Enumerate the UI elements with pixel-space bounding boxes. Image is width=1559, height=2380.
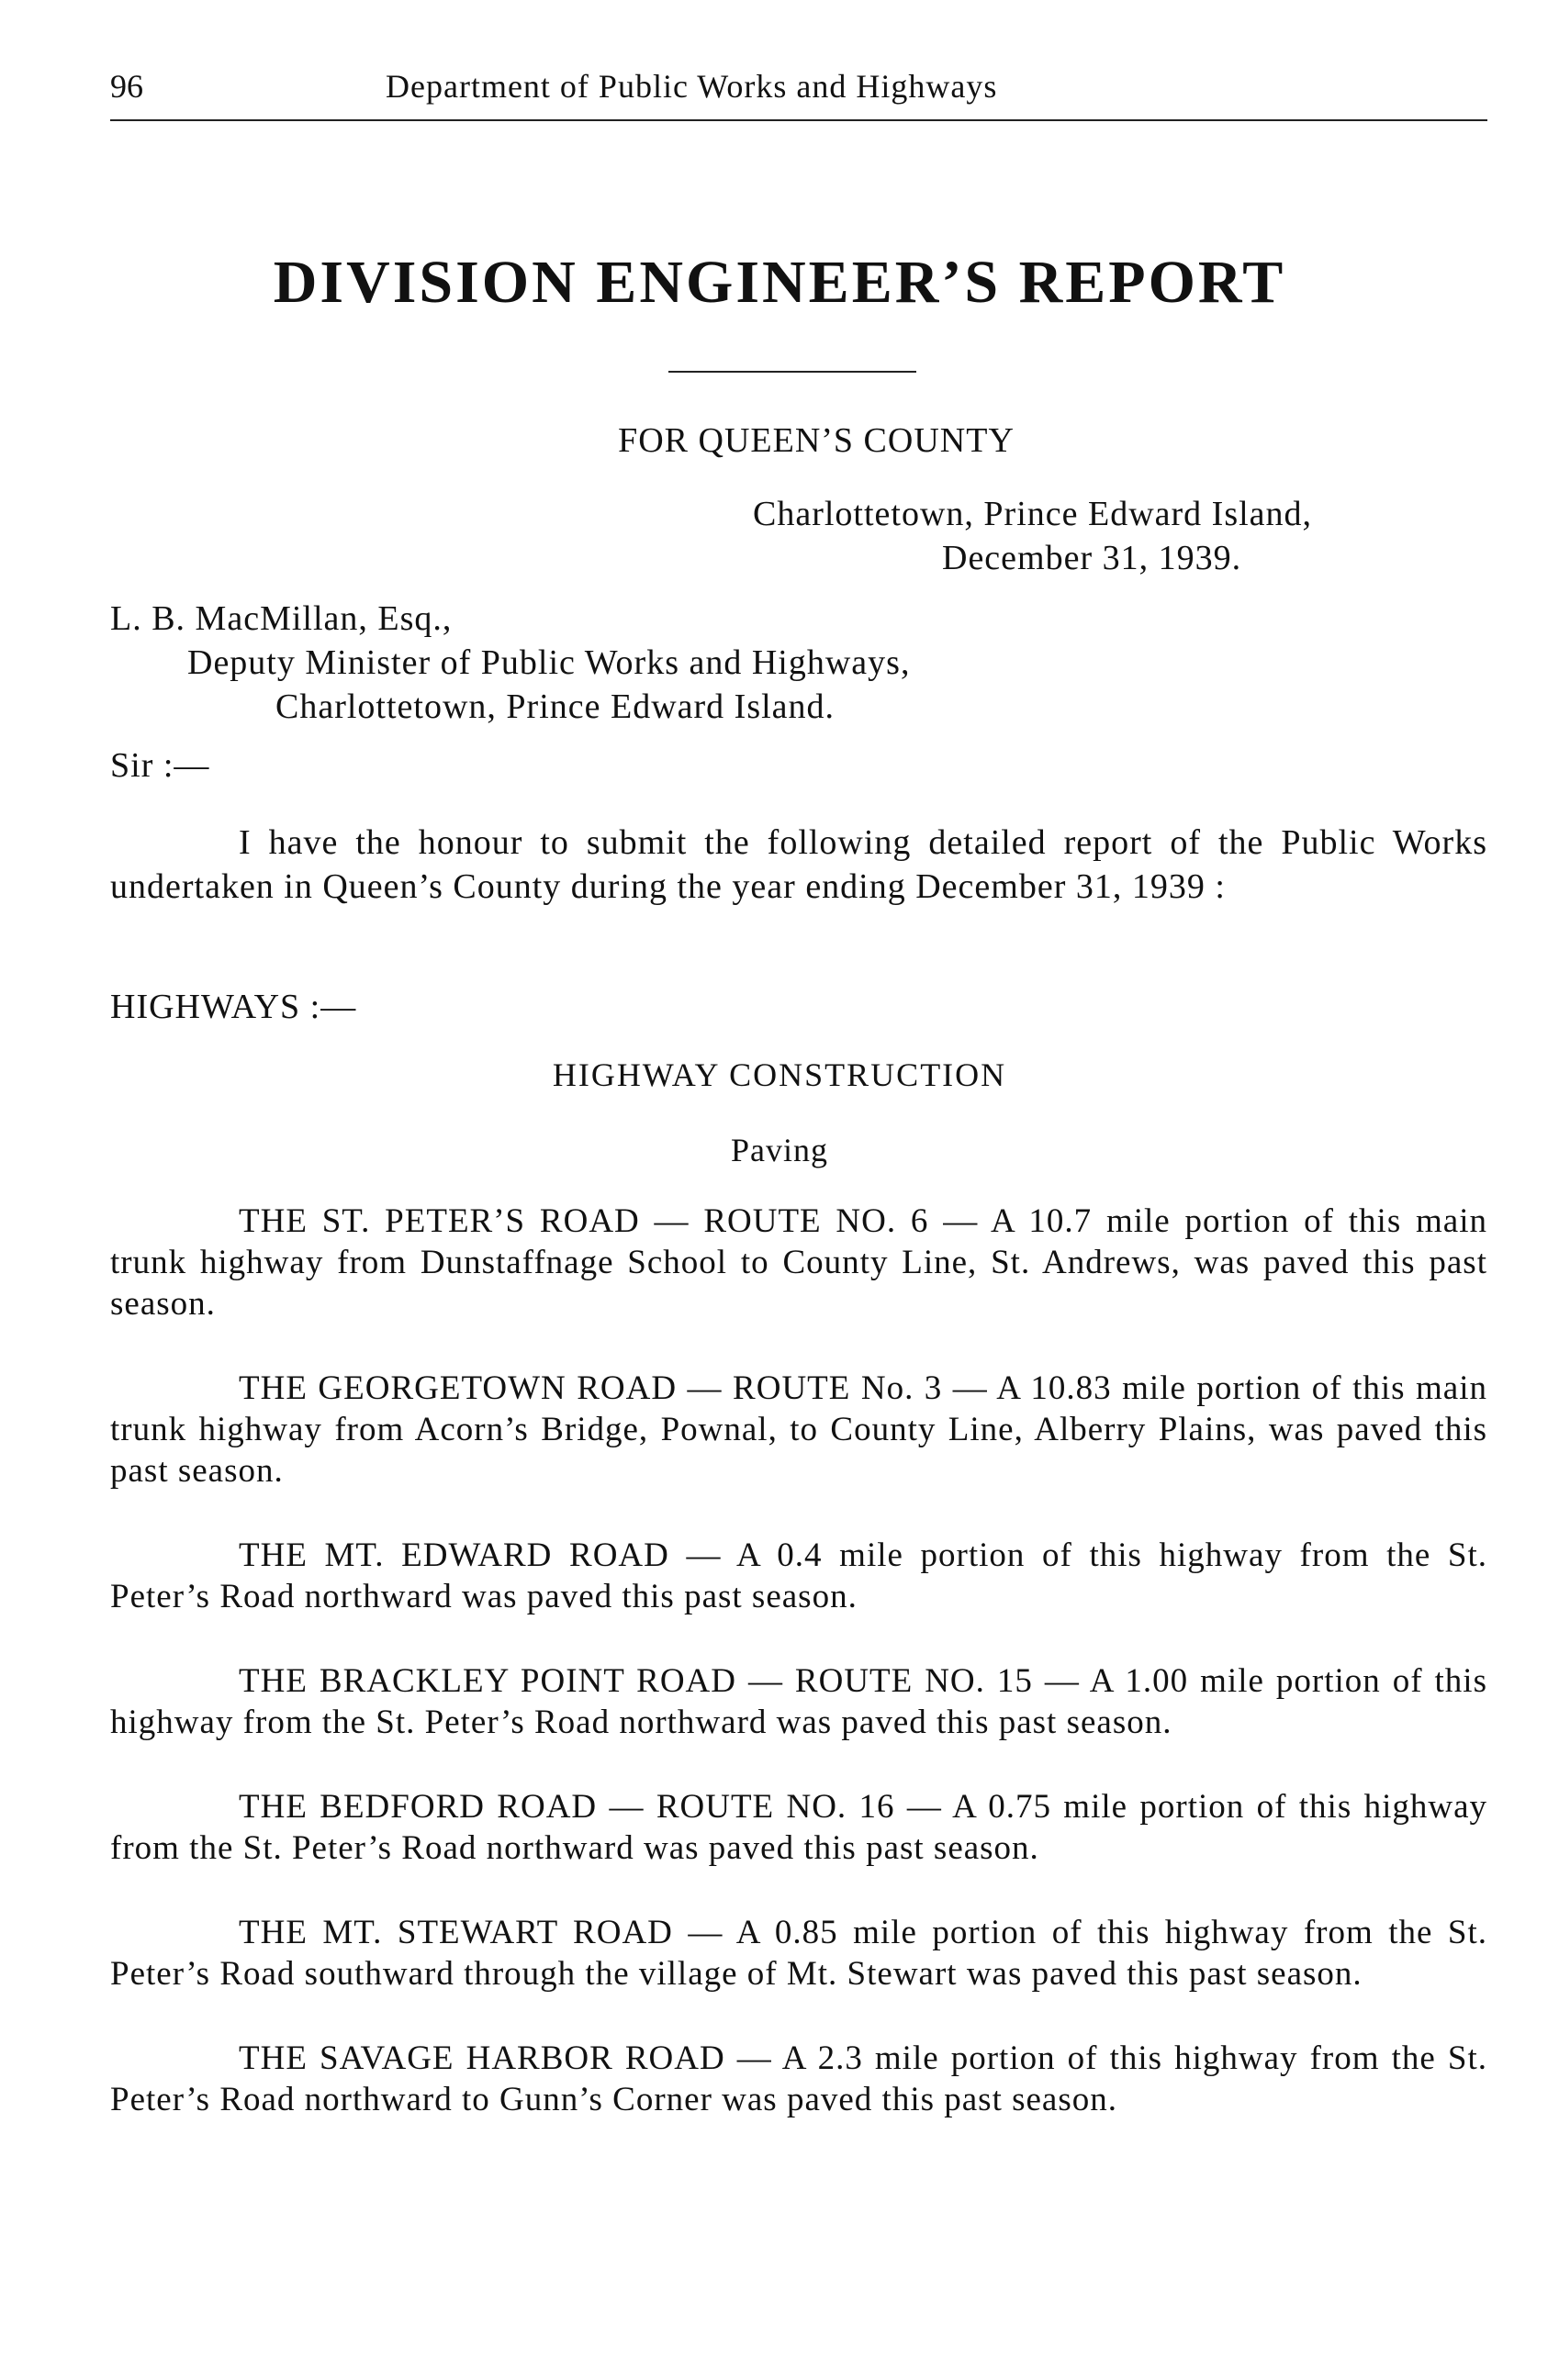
running-title: Department of Public Works and Highways [386, 68, 998, 105]
report-title: DIVISION ENGINEER’S REPORT [273, 249, 1286, 316]
section-heading: HIGHWAYS :— [110, 988, 357, 1026]
subsection-subheading: Paving [730, 1132, 828, 1168]
paving-entry: THE GEORGETOWN ROAD — ROUTE No. 3 — A 10.83 mile portion of this main trunk highway from Acorn’s Bridge, Pownal, to County Line, Alberry Plains, was paved this past season. [110, 1369, 1487, 1490]
addressee-location: Charlottetown, Prince Edward Island. [275, 687, 836, 726]
paving-entry: THE MT. EDWARD ROAD — A 0.4 mile portion of this highway from the St. Peter’s Road northward was paved this past season. [110, 1536, 1487, 1615]
salutation: Sir :— [110, 746, 210, 785]
paving-entry: THE MT. STEWART ROAD — A 0.85 mile portion of this highway from the St. Peter’s Road southward through the village of Mt. Stewart was paved this past season. [110, 1914, 1487, 1993]
subsection-heading: HIGHWAY CONSTRUCTION [552, 1056, 1007, 1093]
intro-paragraph: I have the honour to submit the following detailed report of the Public Works undertaken in Queen’s County during the year ending December 31, 1939 : [110, 823, 1487, 906]
paving-entries [110, 1201, 1487, 2163]
paving-entry: THE BRACKLEY POINT ROAD — ROUTE NO. 15 — A 1.00 mile portion of this highway from the St. Peter’s Road northward was paved this past season. [110, 1662, 1487, 1741]
addressee-title: Deputy Minister of Public Works and Highways, [187, 643, 911, 682]
report-subtitle: FOR QUEEN’S COUNTY [618, 421, 1015, 460]
header-rule [110, 119, 1487, 121]
dateline-place: Charlottetown, Prince Edward Island, [753, 495, 1313, 533]
paving-entry: THE BEDFORD ROAD — ROUTE NO. 16 — A 0.75 mile portion of this highway from the St. Peter’s Road northward was paved this past season. [110, 1788, 1487, 1867]
paving-entry: THE ST. PETER’S ROAD — ROUTE NO. 6 — A 10.7 mile portion of this main trunk highway from Dunstaffnage School to County Line, St. Andrews, was paved this past season. [110, 1202, 1487, 1323]
paving-entry: THE SAVAGE HARBOR ROAD — A 2.3 mile portion of this highway from the St. Peter’s Road northward to Gunn’s Corner was paved this past season. [110, 2039, 1487, 2118]
addressee-block [110, 597, 1396, 729]
dateline [753, 492, 1487, 580]
page-header [110, 59, 1487, 114]
title-rule [668, 371, 916, 373]
addressee-name: L. B. MacMillan, Esq., [110, 599, 453, 638]
dateline-date: December 31, 1939. [942, 539, 1242, 577]
page-number: 96 [110, 68, 143, 105]
